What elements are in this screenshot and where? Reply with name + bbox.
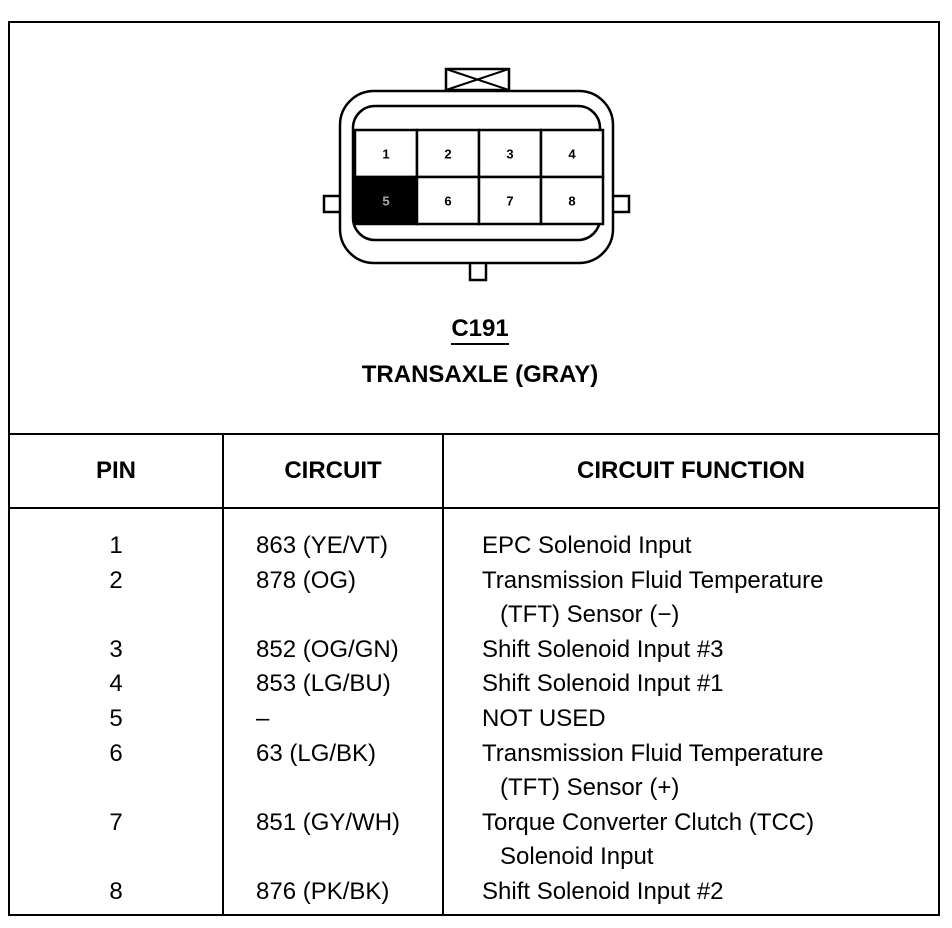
pin-cell: 3 [109, 635, 123, 663]
circuit-cell: 876 (PK/BK) [256, 878, 390, 905]
pinout-table [10, 433, 938, 916]
header-circuit-function: CIRCUIT FUNCTION [577, 457, 805, 484]
function-cell: Torque Converter Clutch (TCC) [482, 808, 815, 836]
connector-id: C191 [10, 315, 950, 345]
function-cell-continuation: (TFT) Sensor (+) [500, 774, 680, 802]
header-divider [10, 507, 938, 509]
circuit-cell: 851 (GY/WH) [256, 808, 401, 836]
pin-number-5: 5 [382, 193, 390, 209]
pin-number-1: 1 [382, 146, 390, 162]
pin-cell: 4 [109, 670, 123, 698]
pin-number-3: 3 [506, 146, 514, 162]
connector-frame [8, 21, 940, 916]
function-cell-continuation: (TFT) Sensor (−) [500, 601, 680, 629]
pin-number-7: 7 [506, 193, 514, 209]
pin-cell: 1 [109, 532, 123, 559]
circuit-cell: – [256, 705, 270, 732]
pin-number-4: 4 [568, 146, 576, 162]
function-cell: Transmission Fluid Temperature [482, 739, 824, 767]
circuit-cell: 878 (OG) [256, 566, 357, 594]
pin-number-2: 2 [444, 146, 452, 162]
connector-face [10, 23, 938, 313]
circuit-cell: 853 (LG/BU) [256, 670, 391, 698]
function-cell: EPC Solenoid Input [482, 532, 692, 559]
circuit-cell: 852 (OG/GN) [256, 635, 399, 663]
function-cell: NOT USED [482, 705, 606, 732]
pin-number-6: 6 [444, 193, 452, 209]
header-circuit: CIRCUIT [284, 457, 382, 484]
pin-cell: 5 [109, 705, 123, 732]
pin-cell: 7 [109, 808, 123, 836]
function-cell: Shift Solenoid Input #2 [482, 878, 724, 905]
function-cell: Shift Solenoid Input #1 [482, 670, 724, 698]
connector-description: TRANSAXLE (GRAY) [361, 361, 599, 388]
function-cell-continuation: Solenoid Input [500, 843, 654, 871]
pin-cell: 8 [109, 878, 123, 905]
pin-cell: 6 [109, 739, 123, 767]
function-cell: Shift Solenoid Input #3 [482, 635, 724, 663]
circuit-cell: 63 (LG/BK) [256, 739, 377, 767]
pin-number-8: 8 [568, 193, 576, 209]
pin-cell: 2 [109, 566, 123, 594]
header-pin: PIN [95, 457, 136, 484]
circuit-cell: 863 (YE/VT) [256, 532, 389, 559]
function-cell: Transmission Fluid Temperature [482, 566, 824, 594]
